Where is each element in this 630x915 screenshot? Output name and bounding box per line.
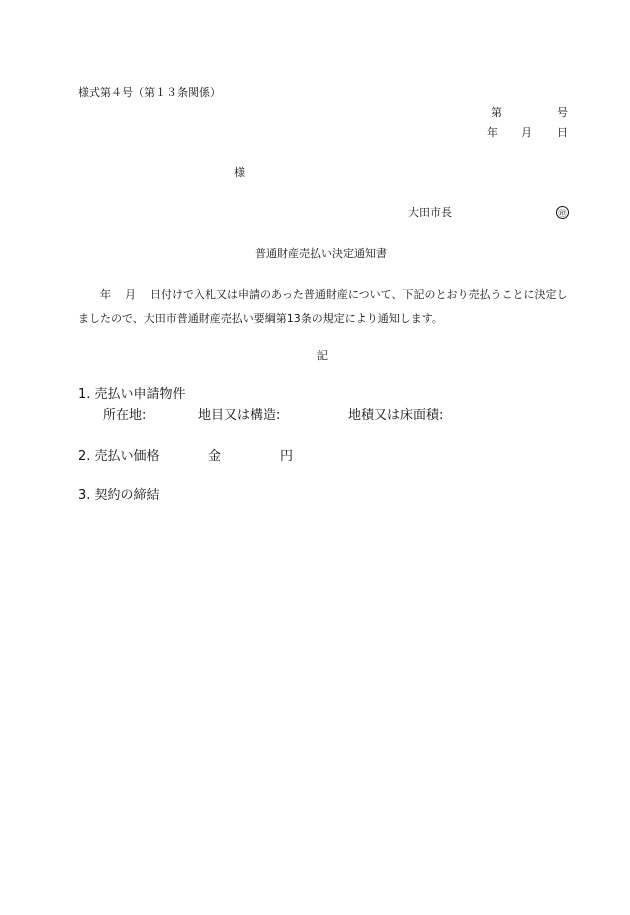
body-month: 月 (125, 288, 136, 301)
date-day: 日 (557, 126, 568, 139)
item1-title: 1. 売払い申請物件 (78, 387, 186, 402)
seal-icon: ㊞ (556, 206, 569, 219)
item2-yen: 円 (280, 449, 294, 464)
item1-location-label: 所在地: (103, 408, 147, 423)
item2-title: 2. 売払い価格 (78, 449, 160, 464)
document-number-suffix: 号 (557, 106, 568, 119)
item1-area-label: 地積又は床面積: (348, 408, 444, 423)
item2-kin: 金 (208, 449, 222, 464)
ki-heading: 記 (317, 349, 328, 362)
form-id: 様式第４号（第１３条関係） (78, 86, 221, 99)
document-number-prefix: 第 (491, 106, 502, 119)
sender-name: 大田市長 (408, 206, 452, 219)
date-month: 月 (521, 126, 532, 139)
item3-title: 3. 契約の締結 (78, 488, 160, 503)
addressee-honorific: 様 (234, 166, 245, 179)
body-year: 年 (100, 288, 111, 301)
body-paragraph (78, 283, 572, 331)
date-year: 年 (487, 126, 498, 139)
item1-category-label: 地目又は構造: (198, 408, 281, 423)
document-title: 普通財産売払い決定通知書 (255, 247, 387, 260)
body-text: 日付けで入札又は申請のあった普通財産について、下記のとおり売払うことに決定しましたので、大田市普通財産売払い要綱第13条の規定により通知します。 (78, 288, 568, 325)
